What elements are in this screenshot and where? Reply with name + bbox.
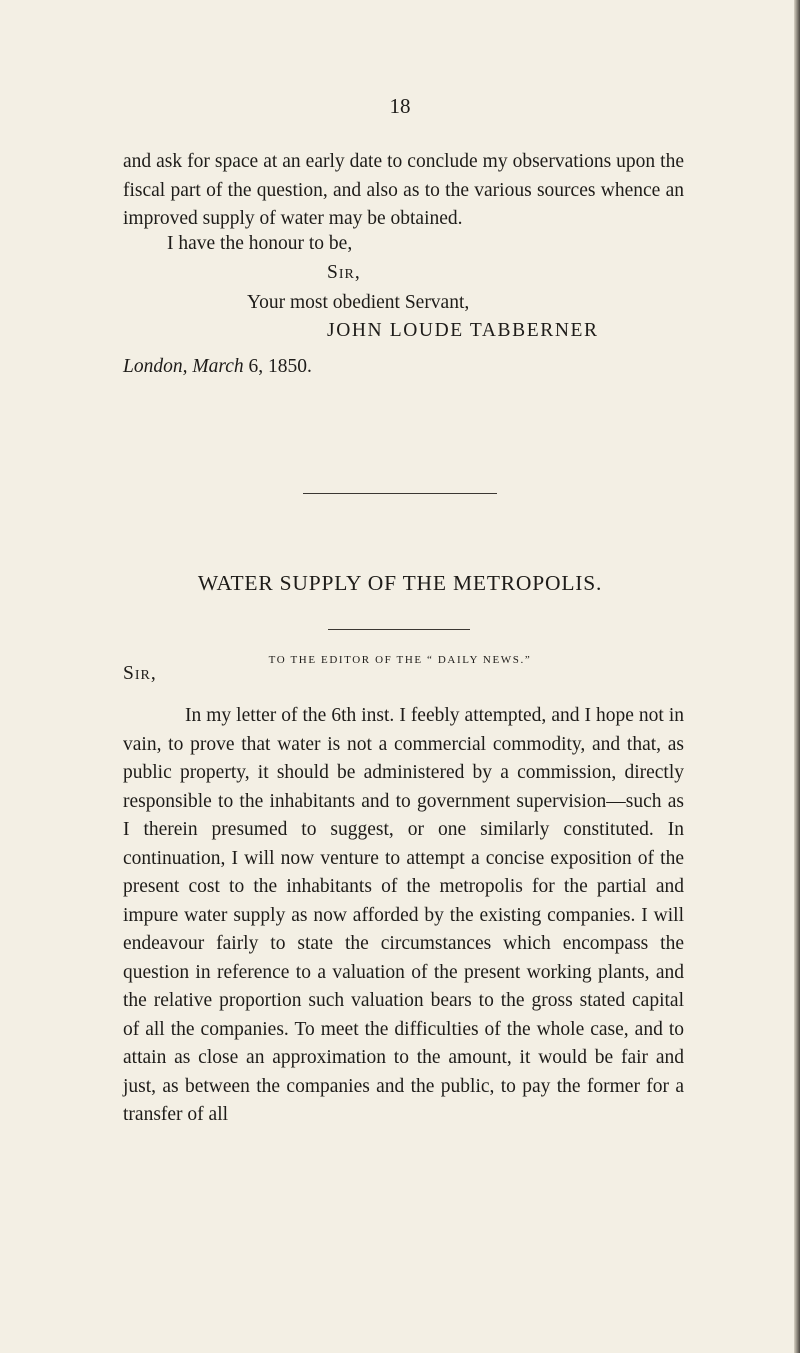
closing-servant: Your most obedient Servant,: [247, 292, 470, 313]
signature: JOHN LOUDE TABBERNER: [327, 320, 599, 341]
dateline: [123, 356, 312, 378]
dateline-place: London, March: [123, 356, 244, 377]
letter-body-block: [123, 702, 684, 1130]
heading-divider: [328, 629, 470, 630]
closing-sir: Sir,: [327, 262, 361, 283]
salutation: Sir,: [123, 663, 157, 684]
article-heading: WATER SUPPLY OF THE METROPOLIS.: [197, 571, 603, 595]
to-editor-line: TO THE EDITOR OF THE “ DAILY NEWS.”: [268, 654, 532, 666]
dateline-date: 6, 1850.: [243, 356, 312, 377]
section-divider: [303, 493, 497, 494]
intro-paragraph: and ask for space at an early date to conclude my observations upon the fiscal part of the question, and also as to the various sources whence an improved supply of water may be obtained.: [123, 151, 684, 229]
closing-honour: I have the honour to be,: [167, 233, 353, 254]
page-number: 18: [389, 94, 411, 118]
page-edge-shadow: [794, 0, 800, 1353]
intro-paragraph-block: [123, 148, 684, 234]
letter-body: In my letter of the 6th inst. I feebly attempted, and I hope not in vain, to prove that water is not a commercial commodity, and that, as public property, it should be administered by a commission, directly responsible to the inhabitants and to government supervision—such as I therein presumed to suggest, or one similarly constituted. In continuation, I will now venture to attempt a concise exposition of the present cost to the inhabitants of the metropolis for the partial and impure water supply as now afforded by the existing companies. I will endeavour fairly to state the circumstances which encompass the question in reference to a valuation of the present working plants, and the relative proportion such valuation bears to the gross stated capital of all the companies. To meet the difficulties of the whole case, and to attain as close an approximation to the amount, it would be fair and just, as between the companies and the public, to pay the former for a transfer of all: [123, 705, 684, 1125]
